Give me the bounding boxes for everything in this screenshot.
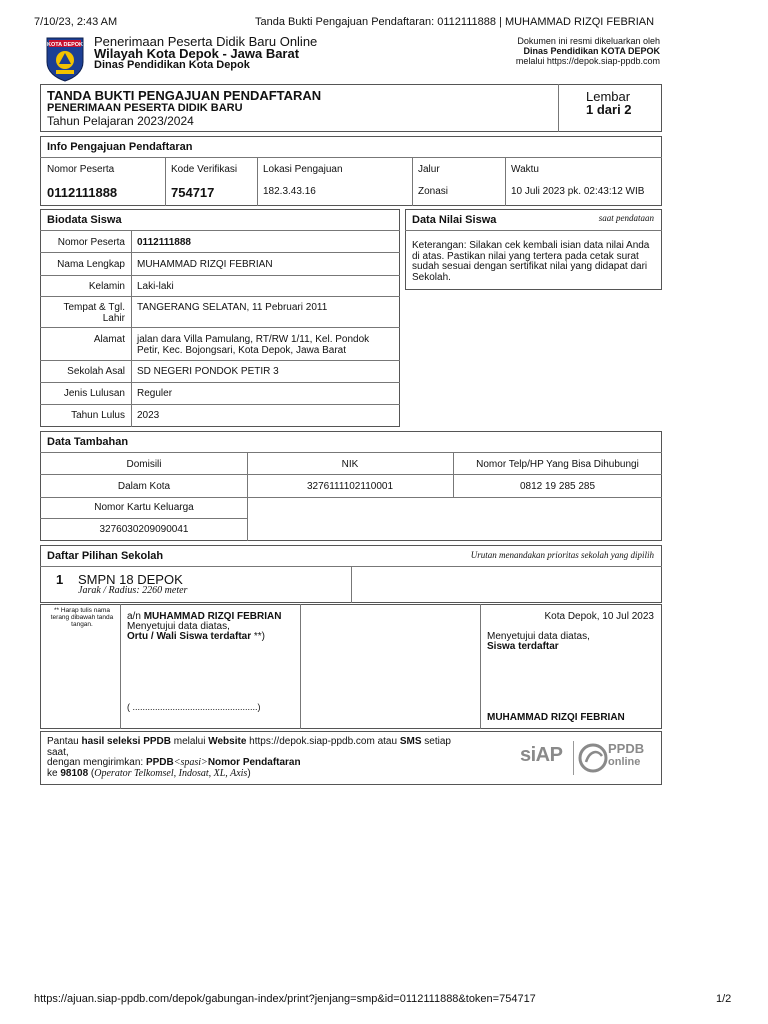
signature-place-date: Kota Depok, 10 Jul 2023 xyxy=(544,611,654,622)
ppdb-logo: PPDB xyxy=(608,741,645,756)
biodata-value: SD NEGERI PONDOK PETIR 3 xyxy=(137,366,279,377)
info-jalur-label: Jalur xyxy=(418,164,440,175)
domisili-value: Dalam Kota xyxy=(117,481,171,492)
lembar-label: Lembar xyxy=(586,89,631,104)
telp-label: Nomor Telp/HP Yang Bisa Dihubungi xyxy=(476,459,639,470)
biodata-value: TANGERANG SELATAN, 11 Pebruari 2011 xyxy=(137,302,328,313)
info-heading: Info Pengajuan Pendaftaran xyxy=(47,141,193,153)
signature-ortu-label: Ortu / Wali Siswa terdaftar xyxy=(127,631,252,642)
biodata-label: Alamat xyxy=(93,334,125,345)
info-kode-value: 754717 xyxy=(171,185,215,200)
biodata-value: 0112111888 xyxy=(137,237,191,248)
pilihan-heading: Daftar Pilihan Sekolah xyxy=(47,550,164,562)
header-right2: Dinas Pendidikan KOTA DEPOK xyxy=(523,46,660,56)
signature-note: ** Harap tulis nama terang dibawah tanda tangan. xyxy=(50,607,114,628)
tambahan-heading: Data Tambahan xyxy=(47,436,129,448)
biodata-value: jalan dara Villa Pamulang, RT/RW 1/11, Kel. Pondok Petir, Kec. Bojongsari, Kota Depok, Jawa Barat xyxy=(137,334,370,356)
pilihan-school: SMPN 18 DEPOK xyxy=(78,572,183,587)
biodata-label: Nama Lengkap xyxy=(57,259,125,270)
footer-t14: ( xyxy=(88,767,95,779)
siap-logo: siAP xyxy=(520,744,563,766)
signature-ortu xyxy=(127,631,265,642)
signature-siswa: Siswa terdaftar xyxy=(487,641,559,652)
info-lokasi-value: 182.3.43.16 xyxy=(263,186,316,197)
biodata-value: MUHAMMAD RIZQI FEBRIAN xyxy=(137,259,273,270)
info-jalur-value: Zonasi xyxy=(418,186,449,197)
signature-an-name: MUHAMMAD RIZQI FEBRIAN xyxy=(143,611,282,622)
header-right3: melalui https://depok.siap-ppdb.com xyxy=(515,56,660,66)
document-year: Tahun Pelajaran 2023/2024 xyxy=(47,114,194,128)
nilai-keterangan: Keterangan: Silakan cek kembali isian data nilai Anda di atas. Pastikan nilai yang tertera pada cetak surat sudah sesuai dengan sertifikat nilai yang didapat dari Sekolah. xyxy=(412,240,650,283)
document-subtitle: PENERIMAAN PESERTA DIDIK BARU xyxy=(47,102,243,114)
footer-t3: melalui xyxy=(170,736,209,747)
info-kode-label: Kode Verifikasi xyxy=(171,164,238,175)
footer-t10: <spasi> xyxy=(173,757,208,768)
footer-t13: 98108 xyxy=(60,767,89,779)
signature-agree: Menyetujui data diatas, xyxy=(127,621,230,632)
footer-t15: Operator Telkomsel, Indosat, XL, Axis xyxy=(94,767,248,779)
footer-t6: SMS xyxy=(399,736,422,747)
info-nomor-value: 0112111888 xyxy=(47,185,118,200)
biodata-label: Nomor Peserta xyxy=(57,237,125,248)
footer-t4: Website xyxy=(208,736,247,747)
info-lokasi-label: Lokasi Pengajuan xyxy=(263,164,343,175)
print-url: https://ajuan.siap-ppdb.com/depok/gabungan-index/print?jenjang=smp&id=0112111888&token=754717 xyxy=(34,993,536,1005)
signature-dots: ( ..................................................) xyxy=(127,702,261,712)
footer-t16: ) xyxy=(247,767,251,779)
domisili-label: Domisili xyxy=(126,459,162,470)
pilihan-note: Urutan menandakan prioritas sekolah yang dipilih xyxy=(470,550,654,560)
biodata-value: 2023 xyxy=(137,410,160,421)
biodata-value: Laki-laki xyxy=(137,281,174,292)
signature-agree2: Menyetujui data diatas, xyxy=(487,631,590,642)
biodata-label: Jenis Lulusan xyxy=(63,388,125,399)
footer-t9: PPDB xyxy=(145,757,174,768)
footer-text xyxy=(47,737,462,779)
nik-value: 3276111102110001 xyxy=(306,481,393,492)
header-right1: Dokumen ini resmi dikeluarkan oleh xyxy=(517,36,660,46)
print-page: 1/2 xyxy=(716,993,732,1005)
header-line2: Wilayah Kota Depok - Jawa Barat xyxy=(94,46,300,61)
info-waktu-label: Waktu xyxy=(511,164,539,175)
telp-value: 0812 19 285 285 xyxy=(519,481,596,492)
ppdb-online-icon xyxy=(578,742,608,774)
signature-siswa-name: MUHAMMAD RIZQI FEBRIAN xyxy=(487,712,625,723)
nik-label: NIK xyxy=(341,459,359,470)
pilihan-number: 1 xyxy=(56,572,64,587)
footer-t8: dengan mengirimkan: xyxy=(47,757,146,768)
lembar-value: 1 dari 2 xyxy=(586,102,632,117)
kk-value: 3276030209090041 xyxy=(99,524,189,535)
footer-t2: hasil seleksi PPDB xyxy=(81,736,171,747)
header-line3: Dinas Pendidikan Kota Depok xyxy=(94,59,250,71)
kk-label: Nomor Kartu Keluarga xyxy=(94,502,194,513)
biodata-label: Tahun Lulus xyxy=(71,410,125,421)
info-waktu-value: 10 Juli 2023 pk. 02:43:12 WIB xyxy=(511,186,645,197)
footer-t11: Nomor Pendaftaran xyxy=(207,757,301,768)
pilihan-distance: Jarak / Radius: 2260 meter xyxy=(78,585,188,596)
biodata-label: Tempat & Tgl. Lahir xyxy=(63,302,125,324)
biodata-value: Reguler xyxy=(137,388,173,399)
info-nomor-label: Nomor Peserta xyxy=(47,164,115,175)
footer-t1: Pantau xyxy=(47,736,82,747)
print-title: Tanda Bukti Pengajuan Pendaftaran: 0112111888 | MUHAMMAD RIZQI FEBRIAN xyxy=(255,16,655,28)
biodata-label: Sekolah Asal xyxy=(67,366,125,377)
footer-t5: https://depok.siap-ppdb.com atau xyxy=(246,736,400,747)
signature-an-prefix: a/n xyxy=(127,611,141,622)
footer-t7: setiap saat, xyxy=(47,736,451,758)
biodata-label: Kelamin xyxy=(88,281,125,292)
document-title: TANDA BUKTI PENGAJUAN PENDAFTARAN xyxy=(47,88,322,103)
header-line1: Penerimaan Peserta Didik Baru Online xyxy=(94,34,318,49)
nilai-note: saat pendataan xyxy=(598,213,654,223)
signature-ortu-suffix: **) xyxy=(251,631,266,642)
svg-text:KOTA DEPOK: KOTA DEPOK xyxy=(46,42,84,48)
online-logo: online xyxy=(608,756,641,768)
kota-depok-logo xyxy=(44,36,86,82)
biodata-heading: Biodata Siswa xyxy=(47,214,122,226)
nilai-heading: Data Nilai Siswa xyxy=(412,214,497,226)
footer-t12: ke xyxy=(47,767,61,779)
print-datetime: 7/10/23, 2:43 AM xyxy=(34,16,118,28)
